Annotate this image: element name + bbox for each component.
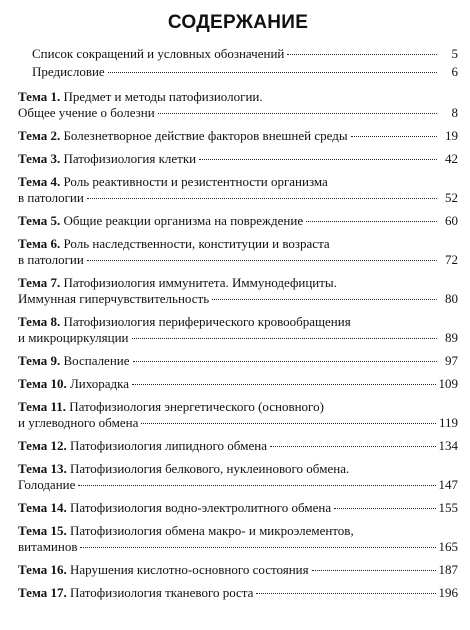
dot-leader <box>141 423 436 424</box>
toc-line <box>18 128 458 144</box>
page-title: СОДЕРЖАНИЕ <box>167 12 309 33</box>
page-number: 5 <box>451 46 458 61</box>
toc-line <box>18 330 458 346</box>
entry-title: в патологии <box>18 252 84 267</box>
dot-leader <box>78 485 435 486</box>
toc-entry[interactable] <box>18 275 458 307</box>
toc-entry[interactable] <box>18 213 458 229</box>
table-of-contents <box>18 46 458 601</box>
entry-title: Патофизиология белкового, нуклеинового обмена. <box>69 461 350 476</box>
topic-label: Тема 12. <box>18 438 67 453</box>
topic-label: Тема 9. <box>18 353 61 368</box>
entry-title: Патофизиология липидного обмена <box>69 438 268 453</box>
toc-entry[interactable] <box>18 461 458 493</box>
toc-entry[interactable] <box>18 314 458 346</box>
toc-entry[interactable] <box>18 174 458 206</box>
entry-title: Голодание <box>18 477 76 492</box>
dot-leader <box>306 221 437 222</box>
toc-entry[interactable] <box>18 523 458 555</box>
page-number: 52 <box>445 190 458 205</box>
page-number: 196 <box>438 585 458 600</box>
toc-entry[interactable] <box>18 89 458 121</box>
toc-line <box>18 105 458 121</box>
toc-entry[interactable] <box>32 46 458 62</box>
dot-leader <box>287 54 437 55</box>
entry-title: Патофизиология энергетического (основного) <box>69 399 324 414</box>
entry-title: Список сокращений и условных обозначений <box>32 46 285 61</box>
page-number: 72 <box>445 252 458 267</box>
dot-leader <box>351 136 437 137</box>
entry-title: Болезнетворное действие факторов внешней среды <box>63 128 348 143</box>
toc-line <box>18 291 458 307</box>
entry-title: в патологии <box>18 190 84 205</box>
toc-line <box>18 562 458 578</box>
topic-label: Тема 11. <box>18 399 66 414</box>
page-number: 147 <box>438 477 458 492</box>
toc-line <box>18 376 458 392</box>
page-number: 109 <box>438 376 458 391</box>
toc-line <box>18 190 458 206</box>
toc-line <box>18 438 458 454</box>
page-number: 134 <box>438 438 458 453</box>
toc-entry[interactable] <box>18 128 458 144</box>
entry-title: Патофизиология обмена макро- и микроэлементов, <box>69 523 354 538</box>
toc-line <box>18 539 458 555</box>
topic-label: Тема 1. <box>18 89 61 104</box>
dot-leader <box>133 361 437 362</box>
toc-line <box>18 353 458 369</box>
dot-leader <box>212 299 437 300</box>
topic-label: Тема 10. <box>18 376 67 391</box>
toc-line <box>18 477 458 493</box>
dot-leader <box>334 508 435 509</box>
topic-label: Тема 16. <box>18 562 67 577</box>
entry-title: Иммунная гиперчувствительность <box>18 291 210 306</box>
entry-title: Роль реактивности и резистентности организма <box>63 174 328 189</box>
toc-line <box>18 500 458 516</box>
dot-leader <box>87 198 437 199</box>
topic-label: Тема 6. <box>18 236 61 251</box>
page-number: 165 <box>438 539 458 554</box>
topic-label: Тема 15. <box>18 523 67 538</box>
toc-line <box>18 314 458 330</box>
entry-title: Патофизиология иммунитета. Иммунодефициты. <box>63 275 337 290</box>
topic-label: Тема 8. <box>18 314 61 329</box>
toc-entry[interactable] <box>18 585 458 601</box>
page-number: 8 <box>451 105 458 120</box>
dot-leader <box>87 260 437 261</box>
toc-entry[interactable] <box>18 399 458 431</box>
dot-leader <box>256 593 435 594</box>
page-number: 155 <box>438 500 458 515</box>
topic-label: Тема 7. <box>18 275 61 290</box>
page-number: 19 <box>445 128 458 143</box>
topic-label: Тема 4. <box>18 174 61 189</box>
entry-title: Предисловие <box>32 64 105 79</box>
page-number: 42 <box>445 151 458 166</box>
toc-entry[interactable] <box>18 376 458 392</box>
topic-label: Тема 14. <box>18 500 67 515</box>
dot-leader <box>132 338 437 339</box>
toc-line <box>18 236 458 252</box>
toc-entry[interactable] <box>18 236 458 268</box>
toc-entry[interactable] <box>18 438 458 454</box>
toc-line <box>18 213 458 229</box>
page-number: 119 <box>438 415 458 430</box>
toc-line <box>18 585 458 601</box>
entry-title: Общие реакции организма на повреждение <box>63 213 304 228</box>
toc-entry[interactable] <box>18 500 458 516</box>
entry-title: и углеводного обмена <box>18 415 139 430</box>
toc-line <box>18 523 458 539</box>
topic-label: Тема 5. <box>18 213 61 228</box>
entry-title: Лихорадка <box>69 376 130 391</box>
entry-title: Патофизиология тканевого роста <box>69 585 254 600</box>
dot-leader <box>132 384 435 385</box>
entry-title: Нарушения кислотно-основного состояния <box>69 562 309 577</box>
toc-line <box>18 252 458 268</box>
toc-entry[interactable] <box>32 64 458 80</box>
page-number: 60 <box>445 213 458 228</box>
entry-title: Патофизиология клетки <box>63 151 197 166</box>
dot-leader <box>108 72 437 73</box>
toc-line <box>32 46 458 62</box>
topic-label: Тема 3. <box>18 151 61 166</box>
toc-line <box>18 174 458 190</box>
toc-line <box>18 461 458 477</box>
entry-title: Общее учение о болезни <box>18 105 155 120</box>
toc-entry[interactable] <box>18 562 458 578</box>
topic-label: Тема 17. <box>18 585 67 600</box>
toc-line <box>18 151 458 167</box>
entry-title: и микроциркуляции <box>18 330 129 345</box>
dot-leader <box>158 113 437 114</box>
entry-title: витаминов <box>18 539 78 554</box>
toc-line <box>18 275 458 291</box>
toc-entry[interactable] <box>18 151 458 167</box>
dot-leader <box>270 446 435 447</box>
entry-title: Воспаление <box>63 353 130 368</box>
page-number: 97 <box>445 353 458 368</box>
page-number: 187 <box>438 562 458 577</box>
page-number: 80 <box>445 291 458 306</box>
toc-line <box>18 415 458 431</box>
topic-label: Тема 13. <box>18 461 67 476</box>
toc-line <box>18 89 458 105</box>
dot-leader <box>80 547 435 548</box>
entry-title: Патофизиология водно-электролитного обмена <box>69 500 332 515</box>
dot-leader <box>312 570 436 571</box>
page-number: 89 <box>445 330 458 345</box>
dot-leader <box>199 159 437 160</box>
entry-title: Патофизиология периферического кровообращения <box>63 314 351 329</box>
toc-line <box>18 399 458 415</box>
toc-line <box>32 64 458 80</box>
entry-title: Предмет и методы патофизиологии. <box>63 89 263 104</box>
page-number: 6 <box>451 64 458 79</box>
entry-title: Роль наследственности, конституции и возраста <box>63 236 330 251</box>
toc-entry[interactable] <box>18 353 458 369</box>
topic-label: Тема 2. <box>18 128 61 143</box>
